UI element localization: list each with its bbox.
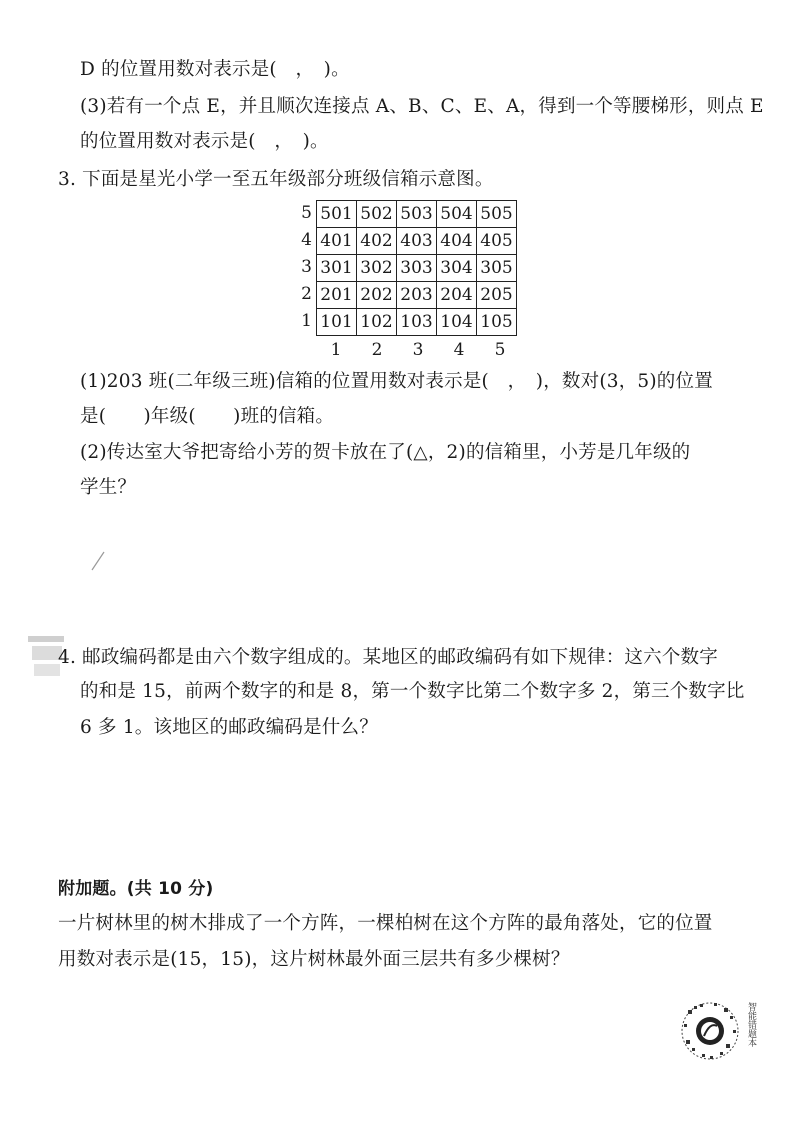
mailbox-cell: 205: [477, 282, 517, 309]
row-label: 5: [301, 203, 312, 223]
bonus-line1: 一片树林里的树木排成了一个方阵，一棵柏树在这个方阵的最角落处，它的位置: [58, 913, 713, 934]
qr-caption: 智能错题本: [746, 1002, 756, 1047]
q3-sub2-line2: 学生？: [80, 477, 137, 498]
mailbox-cell: 401: [317, 228, 357, 255]
q3-sub1-line1: (1)203 班(二年级三班)信箱的位置用数对表示是( ， )，数对(3，5)的位置: [80, 371, 713, 392]
row-label: 3: [301, 257, 312, 277]
q3-sub2-line1: (2)传达室大爷把寄给小芳的贺卡放在了(△，2)的信箱里，小芳是几年级的: [80, 442, 691, 463]
mailbox-cell: 204: [437, 282, 477, 309]
q2-line-e2: 的位置用数对表示是( ， )。: [80, 131, 329, 152]
pencil-mark-icon: [90, 548, 110, 572]
q4-line1: 4. 邮政编码都是由六个数字组成的。某地区的邮政编码有如下规律：这六个数字: [58, 647, 718, 668]
qr-code-icon[interactable]: [680, 1000, 740, 1062]
mailbox-cell: 305: [477, 255, 517, 282]
mailbox-cell: 201: [317, 282, 357, 309]
table-row: [317, 282, 517, 309]
q2-line-e1: (3)若有一个点 E，并且顺次连接点 A、B、C、E、A，得到一个等腰梯形，则点 E: [80, 96, 764, 117]
mailbox-cell: 102: [357, 309, 397, 336]
mailbox-cell: 403: [397, 228, 437, 255]
col-label: 4: [453, 340, 465, 360]
mailbox-cell: 301: [317, 255, 357, 282]
col-label: 5: [494, 340, 506, 360]
col-label: 1: [330, 340, 342, 360]
mailbox-cell: 202: [357, 282, 397, 309]
q4-line3: 6 多 1。该地区的邮政编码是什么？: [80, 717, 378, 738]
mailbox-cell: 501: [317, 201, 357, 228]
mailbox-cell: 101: [317, 309, 357, 336]
bonus-title: 附加题。(共 10 分): [58, 879, 214, 899]
row-label: 1: [301, 311, 312, 331]
mailbox-cell: 203: [397, 282, 437, 309]
row-label: 2: [301, 284, 312, 304]
mailbox-cell: 503: [397, 201, 437, 228]
mailbox-cell: 402: [357, 228, 397, 255]
mailbox-cell: 304: [437, 255, 477, 282]
col-label: 2: [371, 340, 383, 360]
mailbox-cell: 502: [357, 201, 397, 228]
mailbox-cell: 505: [477, 201, 517, 228]
q2-line-d: D 的位置用数对表示是( ， )。: [80, 59, 350, 80]
q4-line2: 的和是 15，前两个数字的和是 8，第一个数字比第二个数字多 2，第三个数字比: [80, 681, 745, 702]
bonus-line2: 用数对表示是(15，15)，这片树林最外面三层共有多少棵树？: [58, 949, 570, 970]
mailbox-cell: 103: [397, 309, 437, 336]
mailbox-cell: 105: [477, 309, 517, 336]
table-row: [317, 201, 517, 228]
table-row: [317, 309, 517, 336]
table-row: [317, 228, 517, 255]
mailbox-cell: 104: [437, 309, 477, 336]
mailbox-cell: 303: [397, 255, 437, 282]
mailbox-table: [316, 200, 517, 336]
q3-sub1-line2: 是( )年级( )班的信箱。: [80, 406, 335, 427]
mailbox-cell: 404: [437, 228, 477, 255]
col-label: 3: [412, 340, 424, 360]
mailbox-cell: 504: [437, 201, 477, 228]
table-row: [317, 255, 517, 282]
q3-intro: 3. 下面是星光小学一至五年级部分班级信箱示意图。: [58, 169, 494, 190]
mailbox-cell: 405: [477, 228, 517, 255]
mailbox-cell: 302: [357, 255, 397, 282]
row-label: 4: [301, 230, 312, 250]
